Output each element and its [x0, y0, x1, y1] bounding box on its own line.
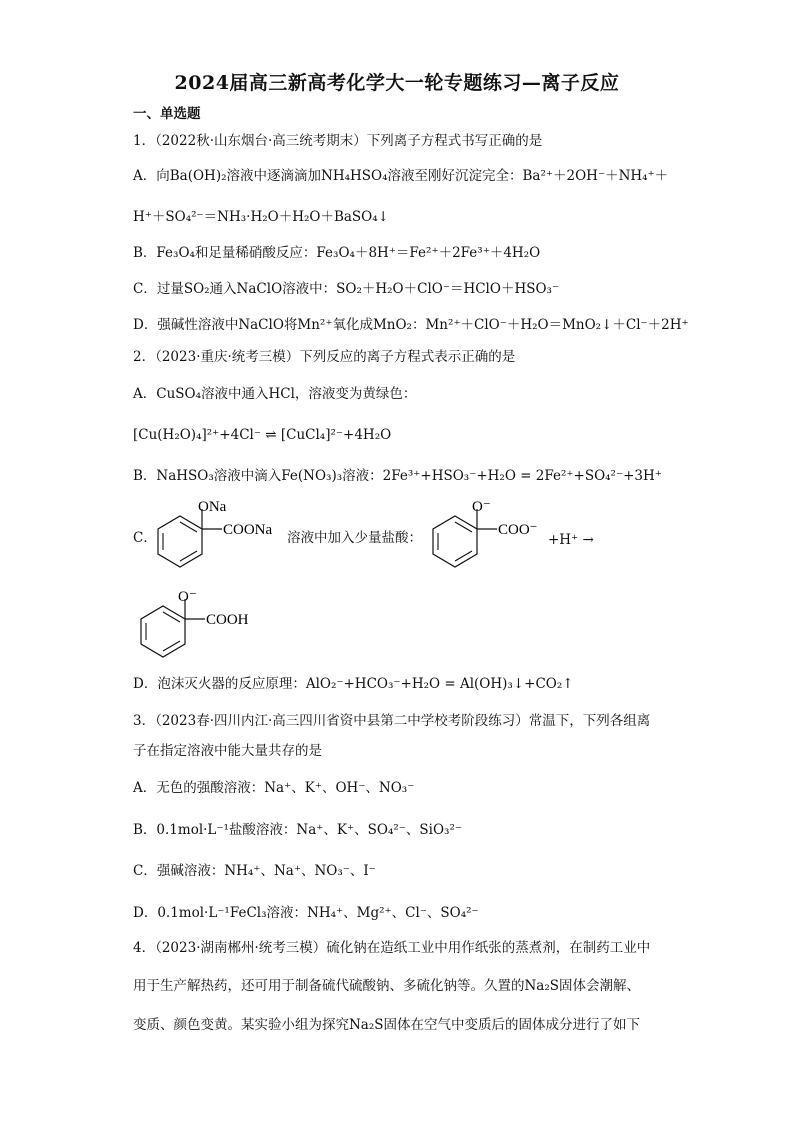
q2-option-c-text: 溶液中加入少量盐酸：	[287, 530, 422, 546]
q4-line1: 4．（2023·湖南郴州·统考三模）硫化钠在造纸工业中用作纸张的蒸煮剂，在制药工业中	[133, 940, 651, 956]
q4-line3: 变质、颜色变黄。某实验小组为探究Na₂S固体在空气中变质后的固体成分进行了如下	[133, 1017, 641, 1033]
label-coona: COONa	[223, 522, 273, 538]
label-o-minus: O⁻	[472, 499, 491, 515]
q2-option-c-label: C．	[133, 530, 157, 546]
benzene-ring-ona-coona	[150, 495, 300, 575]
benzene-ring-o-coo	[425, 495, 555, 575]
q1-option-c: C．过量SO₂通入NaClO溶液中：SO₂＋H₂O＋ClO⁻＝HClO＋HSO₃⁻	[133, 281, 560, 297]
q1-option-d: D．强碱性溶液中NaClO将Mn²⁺氧化成MnO₂：Mn²⁺＋ClO⁻＋H₂O＝MnO₂↓＋Cl⁻＋2H⁺	[133, 317, 689, 333]
q3-stem-line1: 3．（2023春·四川内江·高三四川省资中县第二中学校考阶段练习）常温下，下列各组离	[133, 713, 651, 729]
q1-option-b: B．Fe₃O₄和足量稀硝酸反应：Fe₃O₄＋8H⁺＝Fe²⁺＋2Fe³⁺＋4H₂O	[133, 245, 541, 261]
q4-line2: 用于生产解热药，还可用于制备硫代硫酸钠、多硫化钠等。久置的Na₂S固体会潮解、	[133, 978, 641, 994]
q2-option-b: B．NaHSO₃溶液中滴入Fe(NO₃)₃溶液：2Fe³⁺+HSO₃⁻+H₂O = 2Fe²⁺+SO₄²⁻+3H⁺	[133, 468, 662, 484]
q3-option-b: B．0.1mol·L⁻¹盐酸溶液：Na⁺、K⁺、SO₄²⁻、SiO₃²⁻	[133, 822, 462, 838]
page-title: 2024届高三新高考化学大一轮专题练习—离子反应	[174, 72, 620, 94]
q2-option-c-plus-h: +H⁺ →	[548, 532, 594, 548]
q2-option-d: D．泡沫灭火器的反应原理：AlO₂⁻+HCO₃⁻+H₂O = Al(OH)₃↓+CO₂↑	[133, 676, 574, 692]
q3-option-c: C．强碱溶液：NH₄⁺、Na⁺、NO₃⁻、I⁻	[133, 863, 376, 879]
q1-stem: 1．（2022秋·山东烟台·高三统考期末）下列离子方程式书写正确的是	[133, 133, 543, 149]
q2-option-a-equation: [Cu(H₂O)₄]²⁺+4Cl⁻ ⇌ [CuCl₄]²⁻+4H₂O	[133, 427, 392, 443]
q3-stem-line2: 子在指定溶液中能大量共存的是	[133, 743, 322, 759]
label-o-minus-2: O⁻	[178, 589, 197, 605]
q1-option-a-line2: H⁺＋SO₄²⁻＝NH₃·H₂O＋H₂O＋BaSO₄↓	[133, 209, 389, 225]
label-coo-minus: COO⁻	[498, 522, 538, 538]
benzene-ring-o-cooh	[133, 585, 273, 665]
label-cooh: COOH	[206, 612, 249, 628]
q1-option-a-line1: A．向Ba(OH)₂溶液中逐滴滴加NH₄HSO₄溶液至刚好沉淀完全：Ba²⁺＋2OH⁻＋NH₄⁺＋	[133, 168, 669, 184]
section-heading: 一、单选题	[133, 106, 201, 122]
q3-option-a: A．无色的强酸溶液：Na⁺、K⁺、OH⁻、NO₃⁻	[133, 780, 415, 796]
q2-stem: 2．（2023·重庆·统考三模）下列反应的离子方程式表示正确的是	[133, 349, 516, 365]
q3-option-d: D．0.1mol·L⁻¹FeCl₃溶液：NH₄⁺、Mg²⁺、Cl⁻、SO₄²⁻	[133, 905, 479, 921]
label-ona: ONa	[198, 499, 227, 515]
q2-option-a-line1: A．CuSO₄溶液中通入HCl，溶液变为黄绿色：	[133, 386, 417, 402]
